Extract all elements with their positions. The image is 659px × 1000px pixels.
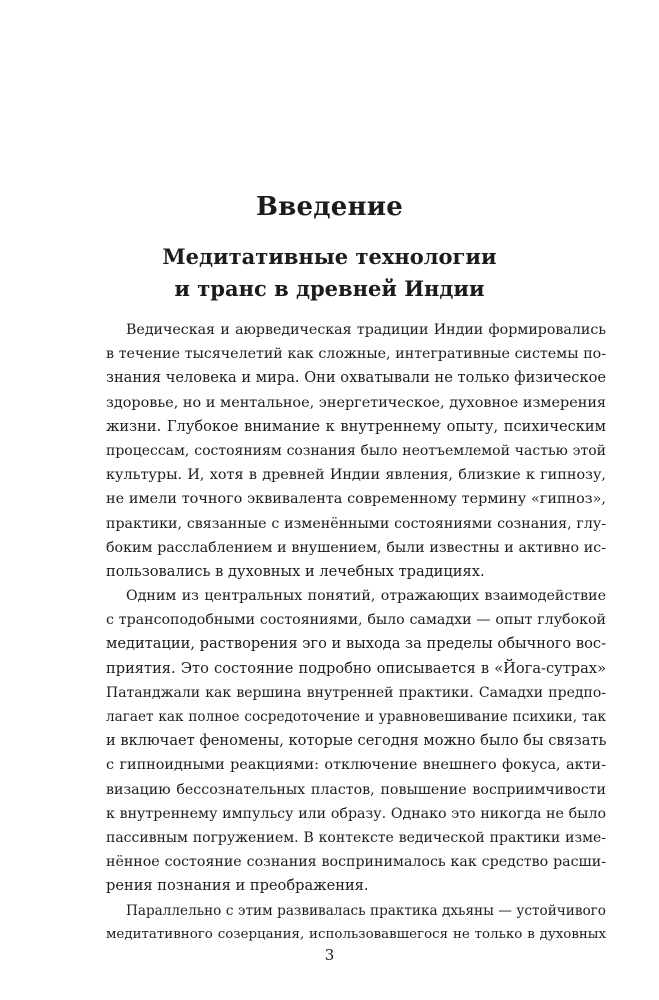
text-line: нённое состояние сознания воспринималось как средство расши- [106,854,606,871]
page-number: 3 [324,946,335,964]
text-line: пассивным погружением. В контексте ведической практики изме- [106,829,606,846]
paragraph-3 [106,899,606,947]
text-line: не имели точного эквивалента современному термину «гипноз», [106,491,606,508]
text-line: приятия. Это состояние подробно описывается в «Йога-сутрах» [106,659,606,677]
text-line: знания человека и мира. Они охватывали не только физическое [106,369,606,387]
text-line: боким расслаблением и внушением, были известны и активно ис- [106,539,606,556]
body-text [106,318,606,947]
text-line: здоровье, но и ментальное, энергетическое, духовное измерения [106,394,606,411]
paragraph-1 [106,318,606,584]
text-line: практики, связанные с изменёнными состояниями сознания, глу- [106,515,606,532]
subtitle-line: Медитативные технологии [162,244,497,269]
text-line: Ведическая и аюрведическая традиции Индии формировались [126,322,606,338]
text-line: с гипноидными реакциями: отключение внешнего фокуса, акти- [106,757,606,774]
text-line: медитативного созерцания, использовавшегося не только в духовных [106,926,606,942]
section-subtitle [0,241,659,305]
text-line: в течение тысячелетий как сложные, интегративные системы по- [106,346,606,363]
subtitle-line: и транс в древней Индии [174,276,485,301]
text-line: Одним из центральных понятий, отражающих взаимодействие [126,588,606,605]
text-line: к внутреннему импульсу или образу. Однако это никогда не было [106,805,606,822]
text-line: процессам, состояниям сознания было неотъемлемой частью этой [106,442,606,459]
text-line: Параллельно с этим развивалась практика дхьяны — устойчивого [126,902,606,919]
text-line: Патанджали как вершина внутренней практики. Самадхи предпо- [106,684,606,701]
text-line: с трансоподобными состояниями, было самадхи — опыт глубокой [106,612,606,629]
chapter-title: Введение [256,192,403,222]
text-line: и включает феномены, которые сегодня можно было бы связать [106,732,606,750]
text-line: рения познания и преображения. [106,877,369,895]
paragraph-2 [106,584,606,898]
text-line: визацию бессознательных пластов, повышение восприимчивости [106,781,606,798]
text-line: пользовались в духовных и лечебных традициях. [106,562,485,580]
text-line: медитации, растворения эго и выхода за пределы обычного вос- [106,635,606,653]
text-line: лагает как полное сосредоточение и уравновешивание психики, так [106,709,606,725]
text-line: культуры. И, хотя в древней Индии явления, близкие к гипнозу, [106,467,606,484]
text-line: жизни. Глубокое внимание к внутреннему опыту, психическим [106,417,606,435]
